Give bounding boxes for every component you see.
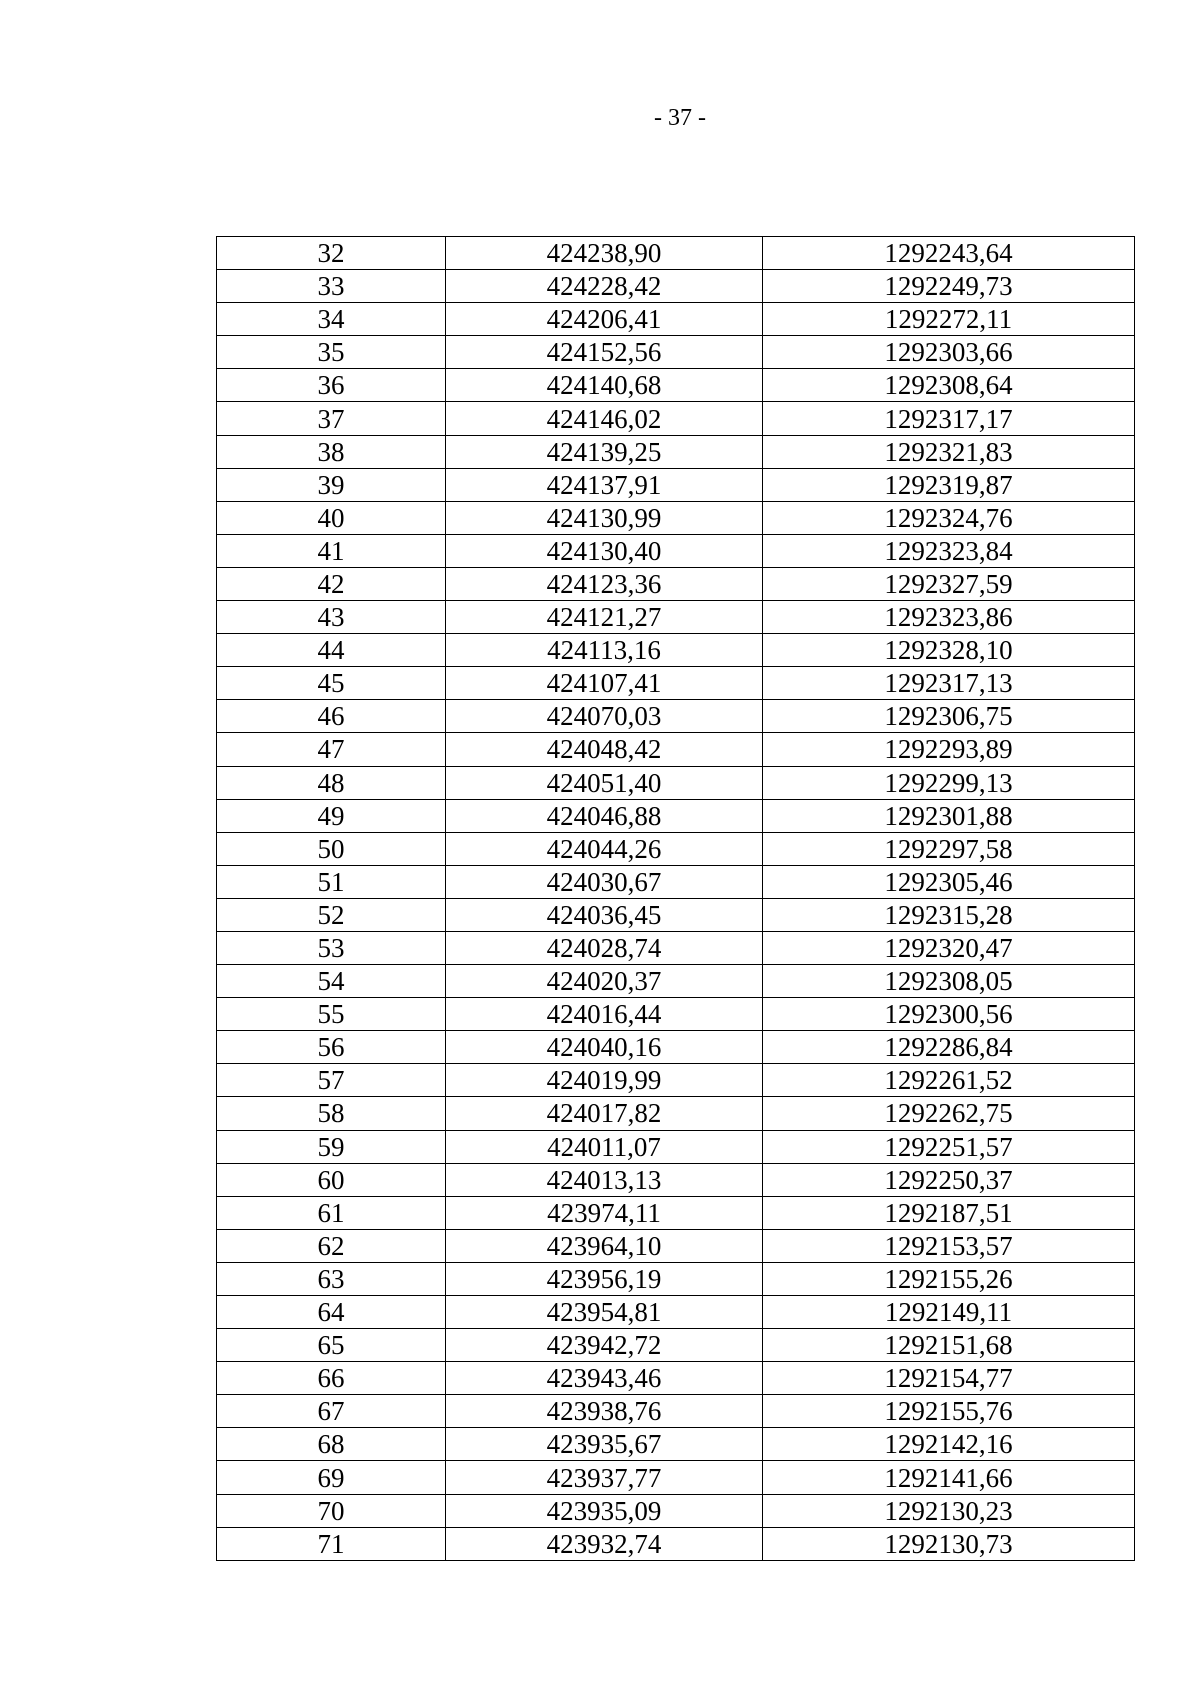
x-coordinate-cell: 424017,82 bbox=[446, 1097, 763, 1130]
point-number-cell: 53 bbox=[217, 931, 446, 964]
point-number-cell: 45 bbox=[217, 667, 446, 700]
y-coordinate-cell: 1292141,66 bbox=[763, 1461, 1135, 1494]
table-row bbox=[217, 1428, 1135, 1461]
table-row bbox=[217, 534, 1135, 567]
y-coordinate-cell: 1292154,77 bbox=[763, 1362, 1135, 1395]
table-row bbox=[217, 1296, 1135, 1329]
point-number-cell: 66 bbox=[217, 1362, 446, 1395]
y-coordinate-cell: 1292149,11 bbox=[763, 1296, 1135, 1329]
table-row bbox=[217, 1395, 1135, 1428]
point-number-cell: 43 bbox=[217, 601, 446, 634]
point-number-cell: 71 bbox=[217, 1527, 446, 1560]
point-number-cell: 34 bbox=[217, 303, 446, 336]
y-coordinate-cell: 1292262,75 bbox=[763, 1097, 1135, 1130]
point-number-cell: 48 bbox=[217, 766, 446, 799]
table-row bbox=[217, 1461, 1135, 1494]
table-row bbox=[217, 468, 1135, 501]
point-number-cell: 42 bbox=[217, 567, 446, 600]
point-number-cell: 58 bbox=[217, 1097, 446, 1130]
coordinates-table-body bbox=[217, 237, 1135, 1561]
point-number-cell: 59 bbox=[217, 1130, 446, 1163]
table-row bbox=[217, 1163, 1135, 1196]
point-number-cell: 70 bbox=[217, 1494, 446, 1527]
x-coordinate-cell: 424206,41 bbox=[446, 303, 763, 336]
y-coordinate-cell: 1292261,52 bbox=[763, 1064, 1135, 1097]
y-coordinate-cell: 1292328,10 bbox=[763, 634, 1135, 667]
x-coordinate-cell: 423935,09 bbox=[446, 1494, 763, 1527]
x-coordinate-cell: 424139,25 bbox=[446, 435, 763, 468]
x-coordinate-cell: 423935,67 bbox=[446, 1428, 763, 1461]
table-row bbox=[217, 898, 1135, 931]
table-row bbox=[217, 435, 1135, 468]
x-coordinate-cell: 424044,26 bbox=[446, 832, 763, 865]
x-coordinate-cell: 424011,07 bbox=[446, 1130, 763, 1163]
table-row bbox=[217, 799, 1135, 832]
table-row bbox=[217, 634, 1135, 667]
point-number-cell: 41 bbox=[217, 534, 446, 567]
table-row bbox=[217, 1031, 1135, 1064]
y-coordinate-cell: 1292151,68 bbox=[763, 1329, 1135, 1362]
x-coordinate-cell: 423954,81 bbox=[446, 1296, 763, 1329]
table-row bbox=[217, 270, 1135, 303]
x-coordinate-cell: 424228,42 bbox=[446, 270, 763, 303]
point-number-cell: 33 bbox=[217, 270, 446, 303]
y-coordinate-cell: 1292299,13 bbox=[763, 766, 1135, 799]
point-number-cell: 37 bbox=[217, 402, 446, 435]
table-row bbox=[217, 567, 1135, 600]
y-coordinate-cell: 1292324,76 bbox=[763, 501, 1135, 534]
table-row bbox=[217, 501, 1135, 534]
y-coordinate-cell: 1292300,56 bbox=[763, 998, 1135, 1031]
x-coordinate-cell: 423943,46 bbox=[446, 1362, 763, 1395]
x-coordinate-cell: 424107,41 bbox=[446, 667, 763, 700]
point-number-cell: 63 bbox=[217, 1262, 446, 1295]
y-coordinate-cell: 1292315,28 bbox=[763, 898, 1135, 931]
y-coordinate-cell: 1292308,05 bbox=[763, 965, 1135, 998]
coordinates-table bbox=[216, 236, 1135, 1561]
point-number-cell: 36 bbox=[217, 369, 446, 402]
x-coordinate-cell: 423942,72 bbox=[446, 1329, 763, 1362]
x-coordinate-cell: 424113,16 bbox=[446, 634, 763, 667]
point-number-cell: 52 bbox=[217, 898, 446, 931]
point-number-cell: 60 bbox=[217, 1163, 446, 1196]
table-row bbox=[217, 998, 1135, 1031]
table-row bbox=[217, 369, 1135, 402]
x-coordinate-cell: 424051,40 bbox=[446, 766, 763, 799]
table-row bbox=[217, 1130, 1135, 1163]
point-number-cell: 47 bbox=[217, 733, 446, 766]
table-row bbox=[217, 1064, 1135, 1097]
y-coordinate-cell: 1292297,58 bbox=[763, 832, 1135, 865]
point-number-cell: 49 bbox=[217, 799, 446, 832]
table-row bbox=[217, 601, 1135, 634]
x-coordinate-cell: 424123,36 bbox=[446, 567, 763, 600]
y-coordinate-cell: 1292142,16 bbox=[763, 1428, 1135, 1461]
table-row bbox=[217, 1097, 1135, 1130]
x-coordinate-cell: 424013,13 bbox=[446, 1163, 763, 1196]
table-row bbox=[217, 865, 1135, 898]
y-coordinate-cell: 1292272,11 bbox=[763, 303, 1135, 336]
point-number-cell: 57 bbox=[217, 1064, 446, 1097]
point-number-cell: 68 bbox=[217, 1428, 446, 1461]
table-row bbox=[217, 766, 1135, 799]
y-coordinate-cell: 1292305,46 bbox=[763, 865, 1135, 898]
x-coordinate-cell: 424137,91 bbox=[446, 468, 763, 501]
x-coordinate-cell: 424121,27 bbox=[446, 601, 763, 634]
table-row bbox=[217, 832, 1135, 865]
y-coordinate-cell: 1292308,64 bbox=[763, 369, 1135, 402]
x-coordinate-cell: 423932,74 bbox=[446, 1527, 763, 1560]
table-row bbox=[217, 965, 1135, 998]
table-row bbox=[217, 1494, 1135, 1527]
page-number: - 37 - bbox=[654, 105, 706, 131]
table-row bbox=[217, 700, 1135, 733]
y-coordinate-cell: 1292317,17 bbox=[763, 402, 1135, 435]
x-coordinate-cell: 424019,99 bbox=[446, 1064, 763, 1097]
x-coordinate-cell: 424040,16 bbox=[446, 1031, 763, 1064]
y-coordinate-cell: 1292327,59 bbox=[763, 567, 1135, 600]
y-coordinate-cell: 1292155,26 bbox=[763, 1262, 1135, 1295]
table-row bbox=[217, 1196, 1135, 1229]
x-coordinate-cell: 424020,37 bbox=[446, 965, 763, 998]
x-coordinate-cell: 423964,10 bbox=[446, 1229, 763, 1262]
table-row bbox=[217, 237, 1135, 270]
point-number-cell: 38 bbox=[217, 435, 446, 468]
x-coordinate-cell: 423974,11 bbox=[446, 1196, 763, 1229]
point-number-cell: 55 bbox=[217, 998, 446, 1031]
x-coordinate-cell: 424070,03 bbox=[446, 700, 763, 733]
table-row bbox=[217, 1527, 1135, 1560]
point-number-cell: 56 bbox=[217, 1031, 446, 1064]
x-coordinate-cell: 424046,88 bbox=[446, 799, 763, 832]
x-coordinate-cell: 423938,76 bbox=[446, 1395, 763, 1428]
x-coordinate-cell: 424130,40 bbox=[446, 534, 763, 567]
y-coordinate-cell: 1292250,37 bbox=[763, 1163, 1135, 1196]
y-coordinate-cell: 1292286,84 bbox=[763, 1031, 1135, 1064]
table-row bbox=[217, 931, 1135, 964]
y-coordinate-cell: 1292251,57 bbox=[763, 1130, 1135, 1163]
point-number-cell: 65 bbox=[217, 1329, 446, 1362]
x-coordinate-cell: 424152,56 bbox=[446, 336, 763, 369]
point-number-cell: 44 bbox=[217, 634, 446, 667]
y-coordinate-cell: 1292249,73 bbox=[763, 270, 1135, 303]
y-coordinate-cell: 1292155,76 bbox=[763, 1395, 1135, 1428]
x-coordinate-cell: 424016,44 bbox=[446, 998, 763, 1031]
table-row bbox=[217, 402, 1135, 435]
x-coordinate-cell: 424238,90 bbox=[446, 237, 763, 270]
point-number-cell: 50 bbox=[217, 832, 446, 865]
x-coordinate-cell: 424146,02 bbox=[446, 402, 763, 435]
y-coordinate-cell: 1292301,88 bbox=[763, 799, 1135, 832]
y-coordinate-cell: 1292320,47 bbox=[763, 931, 1135, 964]
y-coordinate-cell: 1292323,84 bbox=[763, 534, 1135, 567]
y-coordinate-cell: 1292321,83 bbox=[763, 435, 1135, 468]
y-coordinate-cell: 1292293,89 bbox=[763, 733, 1135, 766]
x-coordinate-cell: 424140,68 bbox=[446, 369, 763, 402]
point-number-cell: 40 bbox=[217, 501, 446, 534]
x-coordinate-cell: 424036,45 bbox=[446, 898, 763, 931]
y-coordinate-cell: 1292323,86 bbox=[763, 601, 1135, 634]
y-coordinate-cell: 1292130,73 bbox=[763, 1527, 1135, 1560]
y-coordinate-cell: 1292243,64 bbox=[763, 237, 1135, 270]
point-number-cell: 46 bbox=[217, 700, 446, 733]
point-number-cell: 69 bbox=[217, 1461, 446, 1494]
table-row bbox=[217, 1229, 1135, 1262]
point-number-cell: 62 bbox=[217, 1229, 446, 1262]
y-coordinate-cell: 1292153,57 bbox=[763, 1229, 1135, 1262]
x-coordinate-cell: 424130,99 bbox=[446, 501, 763, 534]
table-row bbox=[217, 1329, 1135, 1362]
y-coordinate-cell: 1292130,23 bbox=[763, 1494, 1135, 1527]
point-number-cell: 35 bbox=[217, 336, 446, 369]
table-row bbox=[217, 1262, 1135, 1295]
y-coordinate-cell: 1292303,66 bbox=[763, 336, 1135, 369]
point-number-cell: 61 bbox=[217, 1196, 446, 1229]
table-row bbox=[217, 336, 1135, 369]
point-number-cell: 64 bbox=[217, 1296, 446, 1329]
point-number-cell: 39 bbox=[217, 468, 446, 501]
y-coordinate-cell: 1292317,13 bbox=[763, 667, 1135, 700]
x-coordinate-cell: 423956,19 bbox=[446, 1262, 763, 1295]
x-coordinate-cell: 424048,42 bbox=[446, 733, 763, 766]
y-coordinate-cell: 1292187,51 bbox=[763, 1196, 1135, 1229]
table-row bbox=[217, 733, 1135, 766]
table-row bbox=[217, 667, 1135, 700]
x-coordinate-cell: 424028,74 bbox=[446, 931, 763, 964]
point-number-cell: 54 bbox=[217, 965, 446, 998]
point-number-cell: 51 bbox=[217, 865, 446, 898]
point-number-cell: 67 bbox=[217, 1395, 446, 1428]
x-coordinate-cell: 423937,77 bbox=[446, 1461, 763, 1494]
x-coordinate-cell: 424030,67 bbox=[446, 865, 763, 898]
y-coordinate-cell: 1292306,75 bbox=[763, 700, 1135, 733]
point-number-cell: 32 bbox=[217, 237, 446, 270]
table-row bbox=[217, 303, 1135, 336]
y-coordinate-cell: 1292319,87 bbox=[763, 468, 1135, 501]
table-row bbox=[217, 1362, 1135, 1395]
